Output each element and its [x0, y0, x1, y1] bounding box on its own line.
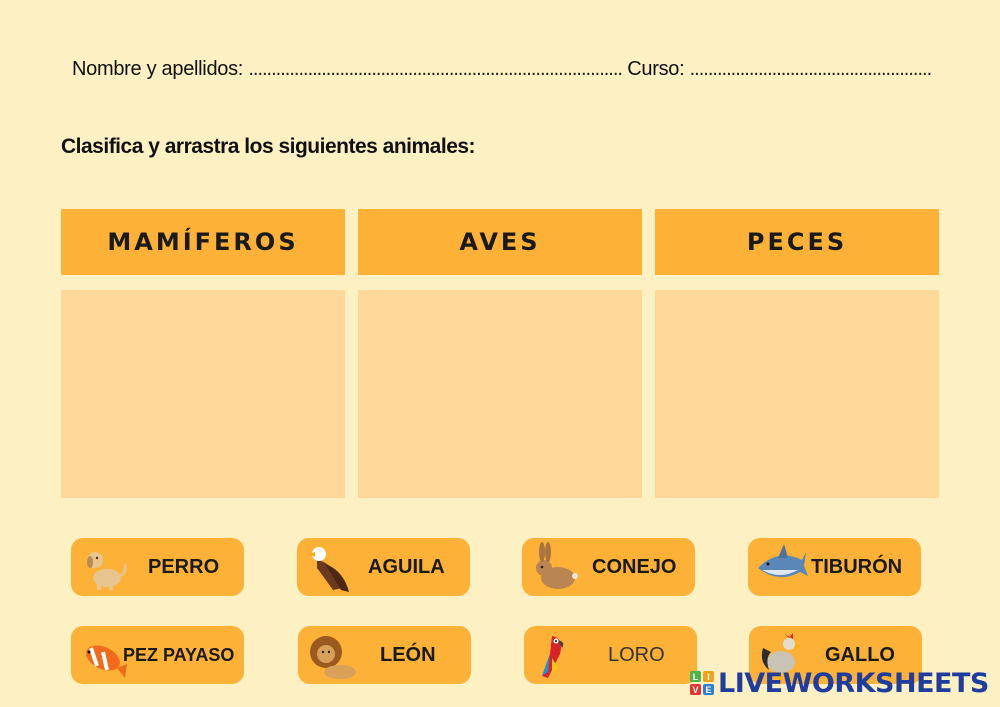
- category-header-peces: PECES: [655, 209, 939, 275]
- animal-label: LORO: [608, 643, 665, 666]
- lion-icon: [304, 628, 358, 682]
- animal-chip-conejo[interactable]: [522, 538, 695, 596]
- shark-icon: [754, 540, 808, 594]
- category-header-mamiferos: MAMÍFEROS: [61, 209, 345, 275]
- animal-chip-loro[interactable]: [524, 626, 697, 684]
- animal-label: AGUILA: [368, 555, 445, 578]
- drop-zone-aves[interactable]: [358, 290, 642, 498]
- instruction-text: Clasifica y arrastra los siguientes animales:: [61, 135, 476, 158]
- animal-chip-pez-payaso[interactable]: [71, 626, 244, 684]
- name-label: Nombre y apellidos:: [72, 58, 244, 80]
- drop-zone-peces[interactable]: [655, 290, 939, 498]
- logo-text: LIVEWORKSHEETS: [718, 667, 989, 699]
- animal-label: CONEJO: [592, 555, 677, 578]
- live-icon: L I V E: [690, 671, 714, 695]
- animal-label: LEÓN: [380, 643, 436, 666]
- category-header-aves: AVES: [358, 209, 642, 275]
- eagle-icon: [303, 540, 357, 594]
- animal-label: PERRO: [148, 555, 220, 578]
- animal-chip-leon[interactable]: [298, 626, 471, 684]
- drop-zone-mamiferos[interactable]: [61, 290, 345, 498]
- animal-chip-perro[interactable]: [71, 538, 244, 596]
- name-field[interactable]: ..................................................................................: [248, 58, 622, 80]
- rabbit-icon: [528, 540, 582, 594]
- course-field[interactable]: .....................................................: [689, 58, 932, 80]
- animal-label: PEZ PAYASO: [123, 644, 235, 665]
- animal-label: GALLO: [825, 643, 895, 666]
- animal-chip-tiburon[interactable]: [748, 538, 921, 596]
- student-info-line: [72, 58, 931, 81]
- animal-chip-aguila[interactable]: [297, 538, 470, 596]
- dog-icon: [77, 540, 131, 594]
- liveworksheets-logo: [690, 666, 989, 700]
- course-label: Curso:: [627, 58, 685, 80]
- animal-label: TIBURÓN: [811, 555, 903, 578]
- parrot-icon: [530, 628, 584, 682]
